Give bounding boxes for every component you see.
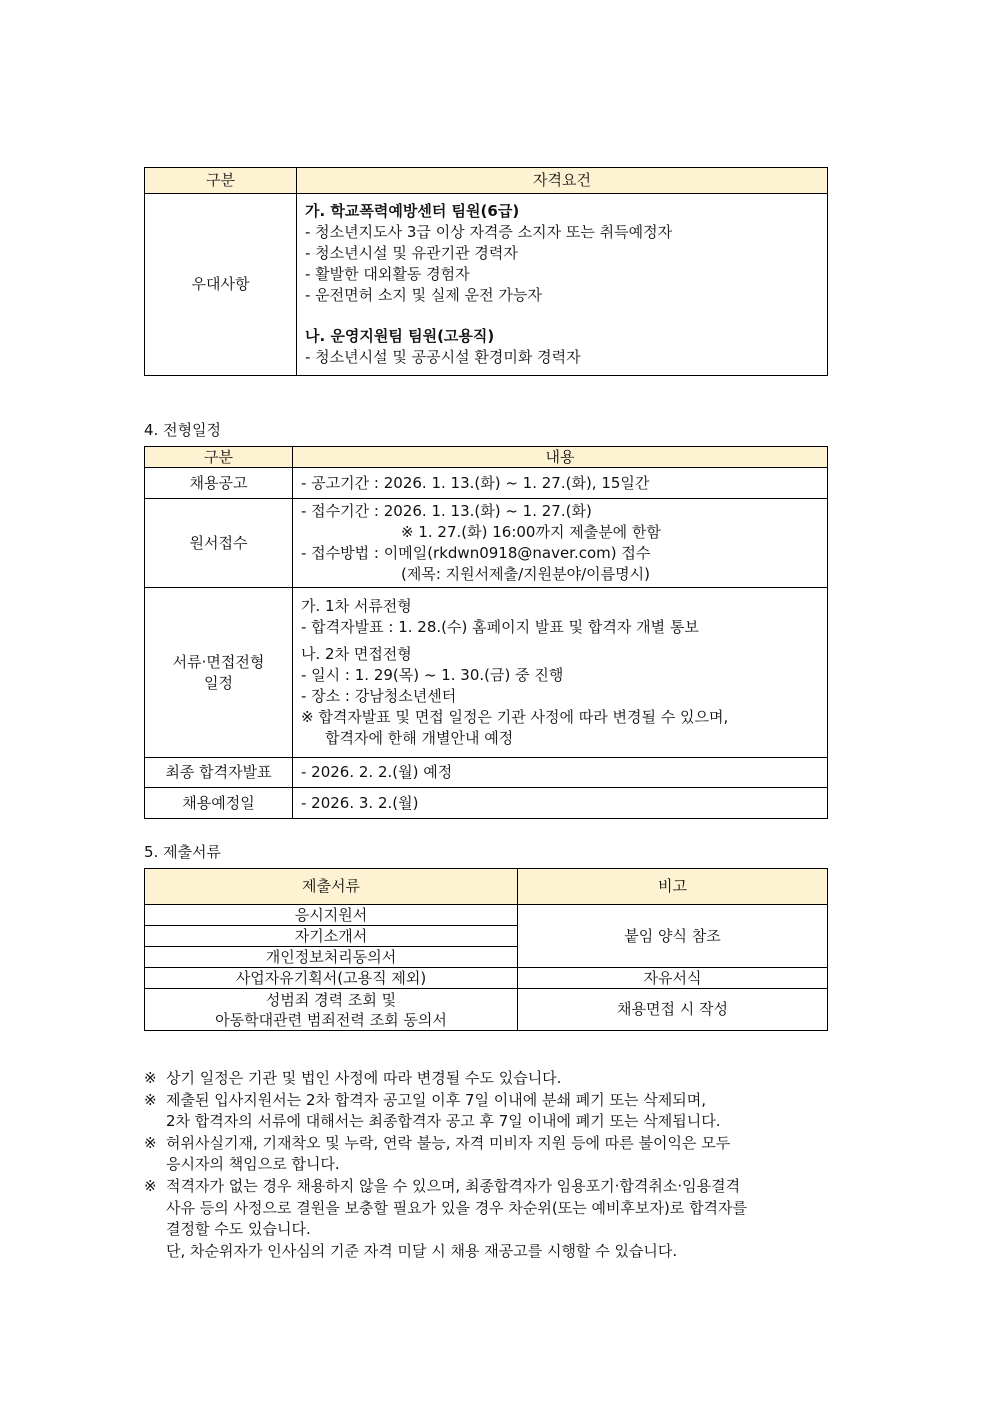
header-category: 구분 — [145, 168, 297, 194]
application-deadline-note: ※ 1. 27.(화) 16:00까지 제출분에 한함 — [401, 523, 661, 541]
schedule-header-category: 구분 — [145, 447, 293, 468]
note-item: ※ 허위사실기재, 기재착오 및 누락, 연락 불능, 자격 미비자 지원 등에 따른 불이익은 모두 응시자의 책임으로 합니다. — [144, 1133, 854, 1176]
screening-stage1-result: - 합격자발표 : 1. 28.(수) 홈페이지 발표 및 합격자 개별 통보 — [301, 618, 699, 636]
doc-self-introduction: 자기소개서 — [145, 926, 518, 947]
doc-remark-attached-form: 붙임 양식 참조 — [518, 905, 828, 968]
doc-remark-free-form: 자유서식 — [518, 968, 828, 989]
notice-period: - 공고기간 : 2026. 1. 13.(화) ~ 1. 27.(화), 15일간 — [293, 468, 828, 499]
schedule-table — [144, 446, 828, 819]
doc-criminal-record-consent: 성범죄 경력 조회 및 아동학대관련 범죄전력 조회 동의서 — [145, 989, 518, 1031]
row-label-hire: 채용예정일 — [145, 788, 293, 819]
row-label-screening: 서류·면접전형 일정 — [145, 588, 293, 758]
screening-stage2-title: 나. 2차 면접전형 — [301, 645, 412, 663]
doc-application-form: 응시지원서 — [145, 905, 518, 926]
section5-title: 5. 제출서류 — [144, 843, 222, 861]
row-label-application: 원서접수 — [145, 499, 293, 588]
section-b-item: - 청소년시설 및 공공시설 환경미화 경력자 — [305, 348, 581, 366]
doc-business-plan: 사업자유기획서(고용직 제외) — [145, 968, 518, 989]
screening-stage2-date: - 일시 : 1. 29(목) ~ 1. 30.(금) 중 진행 — [301, 666, 564, 684]
screening-stage1-title: 가. 1차 서류전형 — [301, 597, 412, 615]
section-a-title: 가. 학교폭력예방센터 팀원(6급) — [305, 202, 520, 220]
schedule-header-content: 내용 — [293, 447, 828, 468]
note-item: ※ 상기 일정은 기관 및 법인 사정에 따라 변경될 수도 있습니다. — [144, 1068, 854, 1090]
screening-content — [293, 588, 828, 758]
notes-list — [144, 1068, 854, 1262]
note-mark: ※ — [144, 1133, 157, 1152]
application-method: - 접수방법 : 이메일(rkdwn0918@naver.com) 접수 — [301, 544, 651, 562]
section-a-item: - 활발한 대외활동 경험자 — [305, 265, 470, 283]
documents-table — [144, 868, 828, 1031]
note-item: ※ 적격자가 없는 경우 채용하지 않을 수 있으며, 최종합격자가 임용포기·합격취소·임용결격 사유 등의 사정으로 결원을 보충할 필요가 있을 경우 차순위(또는 예비후보자)로 합격자를 결정할 수도 있습니다. 단, 차순위자가 인사심의 기준 자격 미달 시 채용 재공고를 시행할 수 있습니다. — [144, 1176, 854, 1262]
doc-privacy-consent: 개인정보처리동의서 — [145, 947, 518, 968]
final-announce-date: - 2026. 2. 2.(월) 예정 — [293, 758, 828, 788]
preference-table — [144, 167, 828, 376]
application-content — [293, 499, 828, 588]
application-period: - 접수기간 : 2026. 1. 13.(화) ~ 1. 27.(화) — [301, 502, 592, 520]
application-subject-format: (제목: 지원서제출/지원분야/이름명시) — [401, 565, 650, 583]
note-mark: ※ — [144, 1176, 157, 1195]
row-label-preference: 우대사항 — [145, 194, 297, 376]
documents-header-docs: 제출서류 — [145, 869, 518, 905]
documents-header-remarks: 비고 — [518, 869, 828, 905]
note-mark: ※ — [144, 1069, 157, 1087]
section-b-title: 나. 운영지원팀 팀원(고용직) — [305, 327, 495, 345]
row-label-notice: 채용공고 — [145, 468, 293, 499]
section-a-item: - 청소년시설 및 유관기관 경력자 — [305, 244, 518, 262]
doc-remark-interview: 채용면접 시 작성 — [518, 989, 828, 1031]
note-item: ※ 제출된 입사지원서는 2차 합격자 공고일 이후 7일 이내에 분쇄 폐기 또는 삭제되며, 2차 합격자의 서류에 대해서는 최종합격자 공고 후 7일 이내에 폐기 또는 삭제됩니다. — [144, 1090, 854, 1133]
section-a-item: - 운전면허 소지 및 실제 운전 가능자 — [305, 286, 542, 304]
header-qualification: 자격요건 — [297, 168, 828, 194]
screening-stage2-place: - 장소 : 강남청소년센터 — [301, 687, 457, 705]
section-a-item: - 청소년지도사 3급 이상 자격증 소지자 또는 취득예정자 — [305, 223, 673, 241]
hire-date: - 2026. 3. 2.(월) — [293, 788, 828, 819]
screening-note: ※ 합격자발표 및 면접 일정은 기관 사정에 따라 변경될 수 있으며, — [301, 708, 729, 726]
section4-title: 4. 전형일정 — [144, 421, 222, 439]
preference-content — [297, 194, 828, 376]
screening-note-cont: 합격자에 한해 개별안내 예정 — [325, 729, 514, 747]
note-mark: ※ — [144, 1090, 157, 1109]
row-label-final: 최종 합격자발표 — [145, 758, 293, 788]
